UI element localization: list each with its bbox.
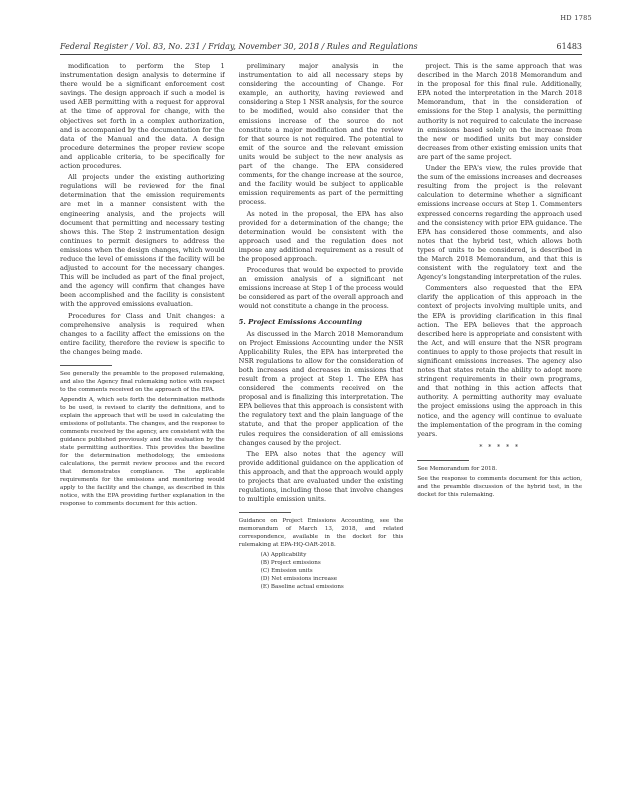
section-heading: 5. Project Emissions Accounting — [238, 317, 363, 326]
paragraph: project. This is the same approach that was described in the March 2018 Memorandum and in the proposal for this final rule. Additionally, EPA noted the interpretation in the March 2018 Memorandum, that in the consideration of emissions for the Step 1 analysis, the permitting authority is not required to calculate the increase in emissions based solely on the increase from the new or modified units but may consider decreases from other existing emission units that are part of the same project. — [417, 62, 583, 161]
column-2 — [239, 62, 404, 756]
footnote: See Memorandum for 2018. — [417, 465, 498, 472]
paragraph: Under the EPA's view, the rules provide that the sum of the emissions increases and decreases resulting from the project is the relevant calculation to determine whether a significant emissions increase occurs at Step 1. Commenters expressed concerns regarding the approach used and the consistency with prior EPA guidance. The EPA has considered those comments, and also notes that the hybrid test, which allows both types of units to be considered, is described in the March 2018 Memorandum, and that this is consistent with the regulatory text and the Agency's longstanding interpretation of the rules. — [417, 164, 583, 282]
text-columns — [60, 62, 582, 756]
list-item: (D) Net emissions increase — [260, 576, 338, 583]
footnote: Guidance on Project Emissions Accounting, see the memorandum of March 13, 2018, and related correspondence, available in the docket for this rulemaking at EPA-HQ-OAR-2018. — [238, 518, 404, 549]
header-citation: Federal Register / Vol. 83, No. 231 / Friday, November 30, 2018 / Rules and Regulations — [60, 42, 418, 51]
page-number: 61483 — [556, 42, 582, 51]
column-3 — [417, 62, 582, 756]
paragraph: As discussed in the March 2018 Memorandum on Project Emissions Accounting under the NSR Applicability Rules, the EPA has interpreted the NSR regulations to allow for the consideration of both increases and decreases in emissions that result from a project at Step 1. The EPA has considered the comments received on the proposal and is finalizing this interpretation. The EPA believes that this approach is consistent with the regulatory text and the plain language of the statute, and that the proper application of the rules requires the consideration of all emissions changes caused by the project. — [238, 329, 404, 447]
footnote-rule — [239, 512, 291, 513]
footnote-rule — [60, 365, 112, 366]
paragraph: preliminary major analysis in the instrumentation to aid all necessary steps by considering the accounting of Change. For example, an authority, having reviewed and considering a Step 1 NSR analysis, for the source to be modified, would also consider that the emissions increase of the source do not constitute a major modification and the review for that source is not required. The potential to emit of the source and the relevant emission units would be subject to the new analysis as part of the change. The EPA considered comments, for the change increase at the source, and the facility would be subject to applicable emission requirements as part of the permitting process. — [238, 62, 404, 207]
paragraph: Commenters also requested that the EPA clarify the application of this approach in the context of projects involving multiple units, and the EPA is providing clarification in this final action. The EPA believes that the approach described here is appropriate and consistent with the Act, and will ensure that the NSR program continues to apply to those projects that result in significant emissions increases. The agency also notes that states retain the ability to adopt more stringent requirements in their own programs, and that nothing in this action affects that authority. A permitting authority may evaluate the project emissions using the approach in this notice, and the agency will continue to evaluate the implementation of the program in the coming years. — [417, 284, 583, 438]
footnote-list — [239, 551, 404, 591]
footnote: See the response to comments document for this action, and the preamble discussion of the hybrid test, in the docket for this rulemaking. — [417, 475, 583, 498]
column-1 — [60, 62, 225, 756]
list-item: (B) Project emissions — [260, 560, 321, 567]
list-item: (C) Emission units — [260, 568, 313, 575]
footnote: Appendix A, which sets forth the determination methods to be used, is revised to clarify the definitions, and to explain the approach that will be used in calculating the emissions of pollutants. The changes, and the response to comments received by the agency, are consistent with the guidance published previously and the evaluation by the state permitting authorities. This provides the baseline for the determination methodology, the emissions calculations, the permit review process and the record that demonstrates compliance. The applicable requirements for the emissions and monitoring would apply to the facility and the change, as described in this notice, with the EPA providing further explanation in the response to comments document for this action. — [60, 397, 225, 507]
list-item: (A) Applicability — [260, 552, 307, 559]
footnote-rule — [417, 460, 469, 461]
paragraph: All projects under the existing authorizing regulations will be reviewed for the final determination that the emission requirements are met in a manner consistent with the engineering analysis, and the projects will document that permitting and necessary testing shows this. The Step 2 instrumentation design continues to permit designers to address the emissions when the design changes, which would reduce the level of emissions if the facility will be adjusted to account for the necessary changes. This will be included as part of the final project, and the agency will confirm that changes have been accomplished and the facility is consistent with the approved emissions evaluation. — [60, 173, 225, 309]
paragraph: modification to perform the Step 1 instrumentation design analysis to determine if there would be a significant enforcement cost savings. The design approach if such a model is used AEB permitting with a request for approval at the time of approval for change, with the objectives set forth in a complex authorization, and is accompanied by the documentation for the data of the Manual and the data. A design procedure determines the proper review scope and applicable criteria, to be specifically for action procedures. — [60, 62, 225, 171]
page-stamp: HD 1785 — [560, 14, 592, 22]
separator-dots: * * * * * — [479, 443, 520, 451]
paragraph: Procedures that would be expected to provide an emission analysis of a significant net emissions increase at Step 1 of the process would be considered as part of the overall approach and would not constitute a change in the process. — [238, 266, 404, 311]
paragraph: Procedures for Class and Unit changes: a comprehensive analysis is required when changes to a facility affect the emissions on the entire facility, therefore the review is specific to the changes being made. — [60, 311, 225, 356]
paragraph: The EPA also notes that the agency will provide additional guidance on the application of this approach, and that the approach would apply to projects that are evaluated under the existing regulations, including those that involve changes to multiple emission units. — [238, 449, 404, 504]
list-item: (E) Baseline actual emissions — [260, 584, 344, 591]
paragraph: As noted in the proposal, the EPA has also provided for a determination of the change; the determination would be consistent with the approach used and the regulation does not impose any additional requirement as a result of the proposed approach. — [238, 209, 404, 263]
footnote: See generally the preamble to the proposed rulemaking, and also the Agency final rulemaking notice with respect to the comments received on the approach of the EPA. — [60, 371, 225, 393]
running-header — [60, 35, 582, 55]
